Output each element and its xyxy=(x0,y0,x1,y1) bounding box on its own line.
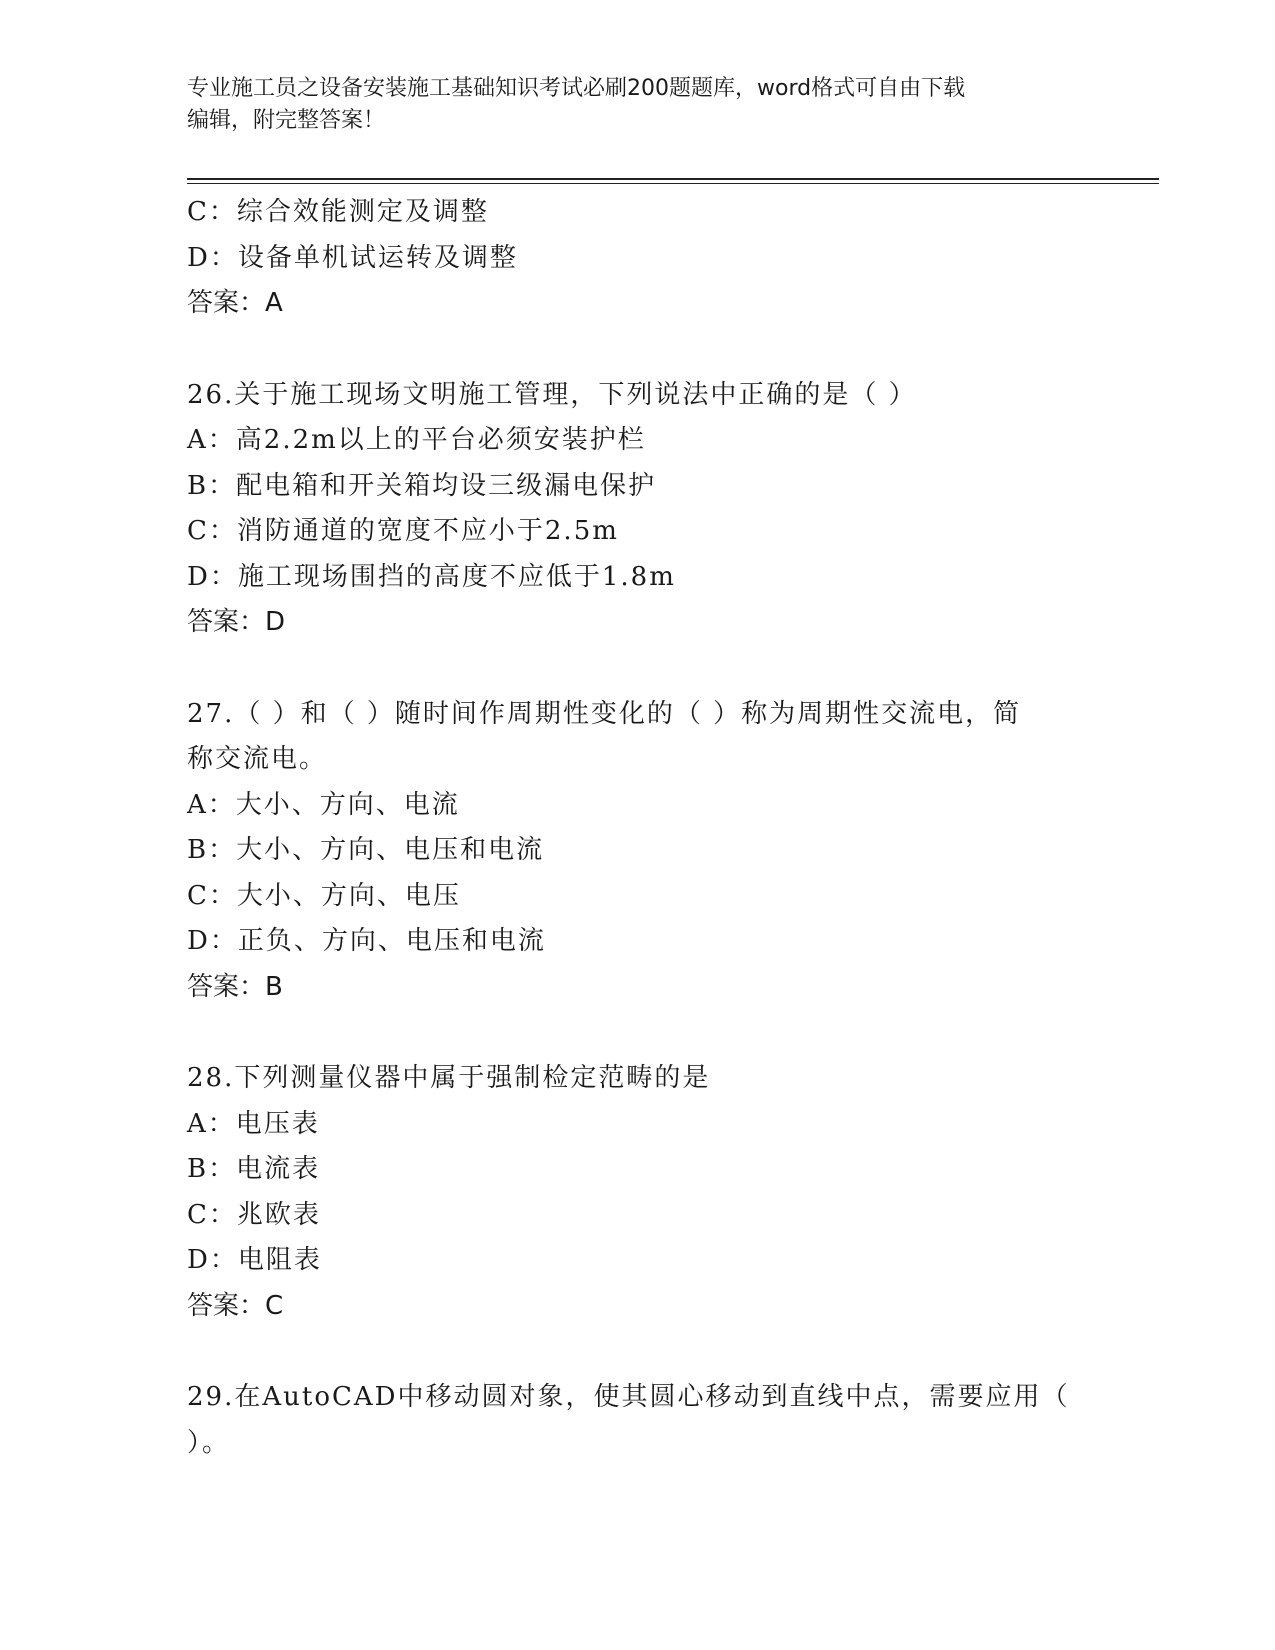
question-stem-line-2: 称交流电。 xyxy=(187,744,328,774)
question-stem: 28.下列测量仪器中属于强制检定范畴的是 xyxy=(187,1063,711,1093)
option-d: D：电阻表 xyxy=(187,1245,322,1275)
option-b: B：电流表 xyxy=(187,1154,321,1184)
answer-line: 答案：C xyxy=(187,1290,284,1321)
option-a: A：大小、方向、电流 xyxy=(187,789,460,820)
header-title-line-2: 编辑，附完整答案！ xyxy=(187,108,386,133)
option-d: D：施工现场围挡的高度不应低于1.8m xyxy=(187,561,676,592)
option-c: C：兆欧表 xyxy=(187,1199,321,1230)
answer-line: 答案：A xyxy=(187,288,283,318)
header-divider-thin xyxy=(187,183,1159,184)
option-c: C：综合效能测定及调整 xyxy=(187,197,489,227)
question-27 xyxy=(187,692,1087,1011)
option-b: B：大小、方向、电压和电流 xyxy=(187,835,545,865)
option-c: C：消防通道的宽度不应小于2.5m xyxy=(187,516,619,546)
question-stem-line-1: 27.（ ）和（ ）随时间作周期性变化的（ ）称为周期性交流电，简 xyxy=(187,698,1022,729)
option-a: A：高2.2m以上的平台必须安装护栏 xyxy=(187,425,646,455)
header-title-line-1: 专业施工员之设备安装施工基础知识考试必刷200题题库，word格式可自由下载 xyxy=(187,76,966,101)
option-a: A：电压表 xyxy=(187,1108,320,1139)
option-c: C：大小、方向、电压 xyxy=(187,880,461,911)
option-d: D：正负、方向、电压和电流 xyxy=(187,926,546,956)
question-29 xyxy=(187,1375,1087,1466)
question-stem: 26.关于施工现场文明施工管理，下列说法中正确的是（ ） xyxy=(187,379,917,410)
question-stem-line-2: ）。 xyxy=(187,1427,231,1458)
option-d: D：设备单机试运转及调整 xyxy=(187,242,518,273)
question-26 xyxy=(187,373,1087,646)
option-b: B：配电箱和开关箱均设三级漏电保护 xyxy=(187,470,657,501)
question-list xyxy=(187,190,1087,1466)
question-25-tail xyxy=(187,190,1087,327)
question-stem-line-1: 29.在AutoCAD中移动圆对象，使其圆心移动到直线中点，需要应用（ xyxy=(187,1382,1070,1412)
answer-line: 答案：D xyxy=(187,607,286,637)
answer-line: 答案：B xyxy=(187,971,283,1002)
question-28 xyxy=(187,1056,1087,1329)
header-divider-thick xyxy=(187,178,1159,180)
document-header xyxy=(187,73,1087,137)
